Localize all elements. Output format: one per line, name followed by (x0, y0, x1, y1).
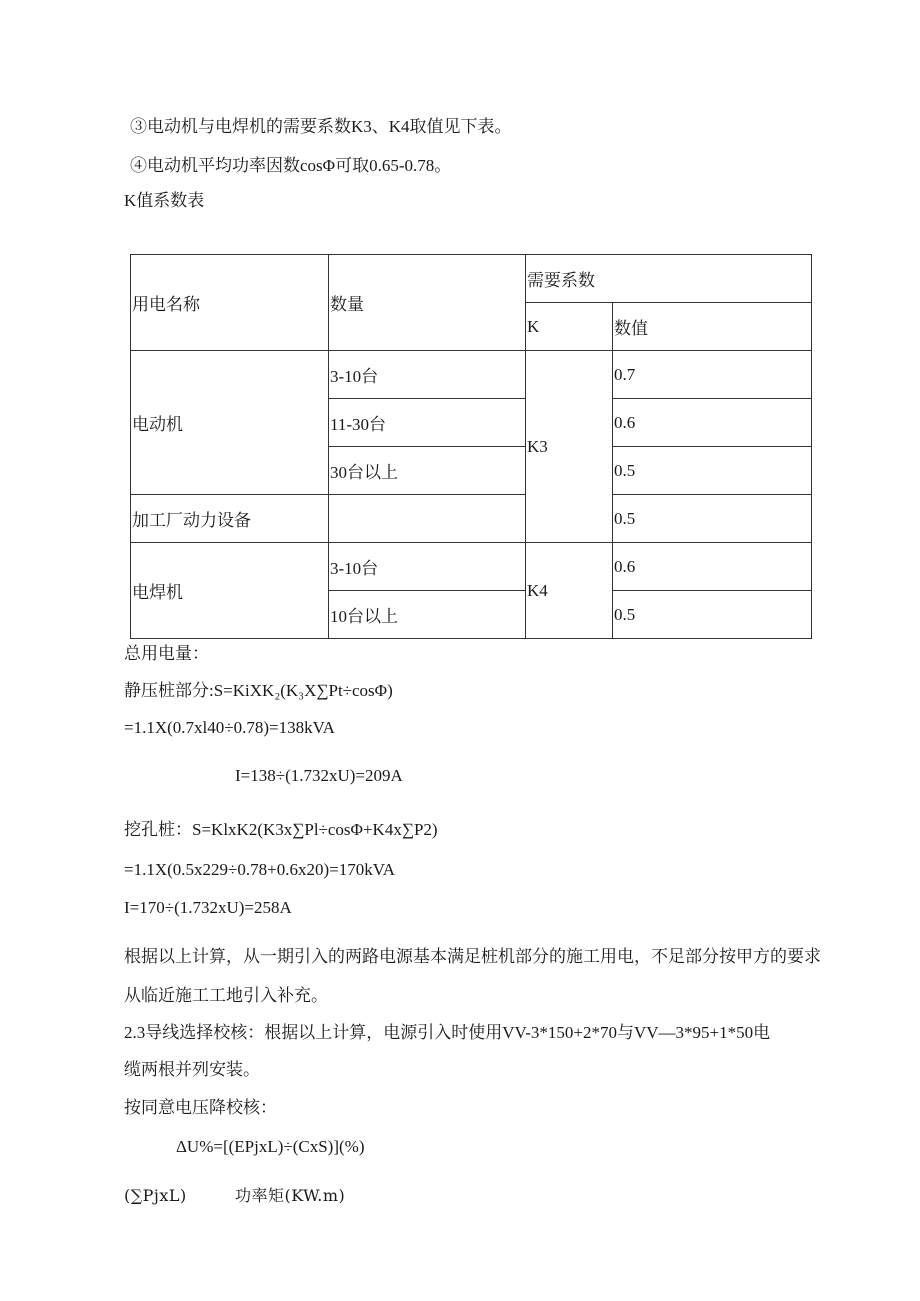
note-3: ③电动机与电焊机的需要系数K3、K4取值见下表。 (130, 117, 512, 136)
plant-qty (329, 495, 526, 543)
welder-k: K4 (526, 543, 613, 639)
section-2-3-line-2: 缆两根并列安装。 (124, 1060, 260, 1079)
header-qty: 数量 (329, 255, 526, 351)
motor-value-1: 0.7 (613, 351, 812, 399)
welder-name: 电焊机 (131, 543, 329, 639)
motor-name: 电动机 (131, 351, 329, 495)
motor-value-2: 0.6 (613, 399, 812, 447)
table-row (131, 351, 812, 399)
motor-k: K3 (526, 351, 613, 543)
motor-value-3: 0.5 (613, 447, 812, 495)
table-header-row (131, 255, 812, 303)
motor-qty-2: 11-30台 (329, 399, 526, 447)
static-current: I=138÷(1.732xU)=209A (235, 766, 403, 785)
motor-qty-1: 3-10台 (329, 351, 526, 399)
moment-symbol: (∑PjxL) (124, 1186, 187, 1205)
voltage-drop-formula: ΔU%=[(EPjxL)÷(CxS)](%) (176, 1137, 365, 1156)
table-row (131, 495, 812, 543)
section-2-3-line-1: 2.3导线选择校核：根据以上计算，电源引入时使用VV-3*150+2*70与VV—3*95+1*50电 (124, 1023, 771, 1042)
header-k: K (526, 303, 613, 351)
header-coef: 需要系数 (526, 255, 812, 303)
bored-current: I=170÷(1.732xU)=258A (124, 898, 292, 917)
table-row (131, 543, 812, 591)
k-coefficient-table (130, 254, 812, 639)
welder-value-2: 0.5 (613, 591, 812, 639)
voltage-check-label: 按同意电压降校核： (124, 1098, 277, 1117)
total-label: 总用电量： (124, 644, 209, 663)
plant-value: 0.5 (613, 495, 812, 543)
moment-label: 功率矩(KW.m) (235, 1186, 346, 1205)
header-name: 用电名称 (131, 255, 329, 351)
header-value: 数值 (613, 303, 812, 351)
conclusion-line-2: 从临近施工工地引入补充。 (124, 986, 328, 1005)
table-title: K值系数表 (124, 191, 205, 210)
bored-result: =1.1X(0.5x229÷0.78+0.6x20)=170kVA (124, 860, 396, 879)
plant-name: 加工厂动力设备 (131, 495, 329, 543)
static-formula: 静压桩部分:S=KiXK₂(K₃X∑Pt÷cosΦ) (124, 681, 393, 700)
welder-qty-1: 3-10台 (329, 543, 526, 591)
note-4: ④电动机平均功率因数cosΦ可取0.65-0.78。 (130, 156, 452, 175)
motor-qty-3: 30台以上 (329, 447, 526, 495)
welder-qty-2: 10台以上 (329, 591, 526, 639)
welder-value-1: 0.6 (613, 543, 812, 591)
conclusion-line-1: 根据以上计算，从一期引入的两路电源基本满足桩机部分的施工用电，不足部分按甲方的要求 (124, 947, 821, 966)
static-result: =1.1X(0.7xl40÷0.78)=138kVA (124, 718, 335, 737)
bored-formula: 挖孔桩：S=KlxK2(K3x∑Pl÷cosΦ+K4x∑P2) (124, 820, 438, 839)
